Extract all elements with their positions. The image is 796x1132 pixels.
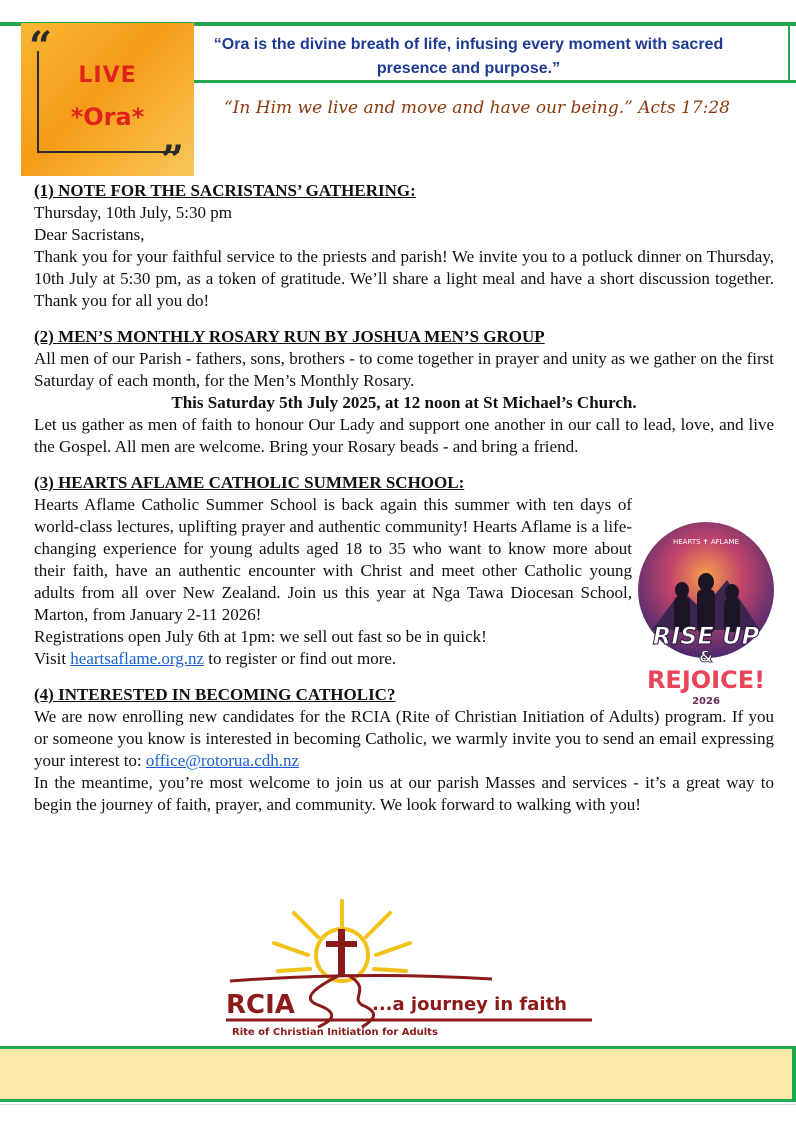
hearts-aflame-link[interactable]: heartsaflame.org.nz — [70, 649, 205, 668]
rcia-title: RCIA — [226, 990, 295, 1020]
footer-box-right-rule — [792, 1049, 796, 1099]
section-heading: (4) INTERESTED IN BECOMING CATHOLIC? — [34, 685, 396, 704]
poster-top-text: HEARTS ✝ AFLAME — [673, 538, 739, 546]
section-rosary — [34, 326, 774, 458]
horizon-line — [230, 975, 492, 981]
cross-icon — [326, 929, 357, 975]
rosary-highlight: This Saturday 5th July 2025, at 12 noon at St Michael’s Church. — [171, 393, 637, 412]
section-heading: (1) NOTE FOR THE SACRISTANS’ GATHERING: — [34, 181, 416, 200]
open-quote-icon: “ — [29, 23, 53, 70]
page-bottom-edge — [0, 1104, 796, 1105]
section-heading: (2) MEN’S MONTHLY ROSARY RUN BY JOSHUA MEN’S GROUP — [34, 327, 545, 346]
poster-year: 2026 — [692, 696, 720, 707]
visit-prefix: Visit — [34, 649, 71, 668]
section-body: Let us gather as men of faith to honour Our Lady and support one another in our call to lead, love, and live the Gospel. All men are welcome. Bring your Rosary beads - and bring a friend. — [34, 415, 774, 456]
rcia-tagline: ...a journey in faith — [372, 994, 567, 1015]
hearts-aflame-poster — [632, 520, 780, 710]
section-body: In the meantime, you’re most welcome to join us at our parish Masses and services - it’s a great way to begin the journey of faith, prayer, and community. We look forward to walking with you! — [34, 773, 774, 814]
logo-live-text: LIVE — [78, 63, 137, 88]
rcia-subtitle: Rite of Christian Initiation for Adults — [232, 1027, 438, 1038]
live-ora-logo — [21, 23, 194, 176]
registration-note: Registrations open July 6th at 1pm: we sell out fast so be in quick! — [34, 627, 487, 646]
header-quote: “Ora is the divine breath of life, infusing every moment with sacred presence and purpose.” — [213, 36, 724, 77]
section-body: Hearts Aflame Catholic Summer School is back again this summer with ten days of world-class lectures, uplifting prayer and authentic community! Hearts Aflame is a life-changing experience for young adults aged 18 to 35 who want to know more about their faith, have an authentic encounter with Christ and meet other Catholic young adults from all over New Zealand. Join us this year at Nga Tawa Diocesan School, Marton, from January 2-11 2026! — [34, 495, 632, 624]
poster-rise-up: RISE UP — [652, 622, 760, 650]
logo-ora-text: *Ora* — [70, 103, 145, 131]
rcia-body-text: We are now enrolling new candidates for the RCIA (Rite of Christian Initiation of Adults) program. If you or someone you know is interested in becoming Catholic, we warmly invite you to send an email expressing your interest to: — [34, 707, 774, 770]
section-heading: (3) HEARTS AFLAME CATHOLIC SUMMER SCHOOL: — [34, 473, 465, 492]
close-quote-icon: ” — [161, 137, 185, 176]
poster-rejoice: REJOICE! — [646, 666, 766, 694]
section-body — [34, 706, 774, 772]
rcia-logo — [222, 893, 602, 1043]
section-body: Thank you for your faithful service to the priests and parish! We invite you to a potluck dinner on Thursday, 10th July at 5:30 pm, as a token of gratitude. We’ll share a light meal and have a short discussion together. Thank you for all you do! — [34, 247, 774, 310]
salutation: Dear Sacristans, — [34, 225, 145, 244]
section-sacristans — [34, 180, 774, 312]
footer-box — [0, 1046, 796, 1102]
visit-suffix: to register or find out more. — [204, 649, 397, 668]
bulletin-content — [34, 180, 774, 830]
section-body: All men of our Parish - fathers, sons, brothers - to come together in prayer and unity as we gather on the first Saturday of each month, for the Men’s Monthly Rosary. — [34, 349, 774, 390]
scripture-quote: “In Him we live and move and have our being.” Acts 17:28 — [224, 98, 730, 118]
email-link[interactable]: office@rotorua.cdh.nz — [145, 751, 300, 770]
event-date: Thursday, 10th July, 5:30 pm — [34, 203, 233, 222]
poster-amp: & — [699, 647, 713, 666]
